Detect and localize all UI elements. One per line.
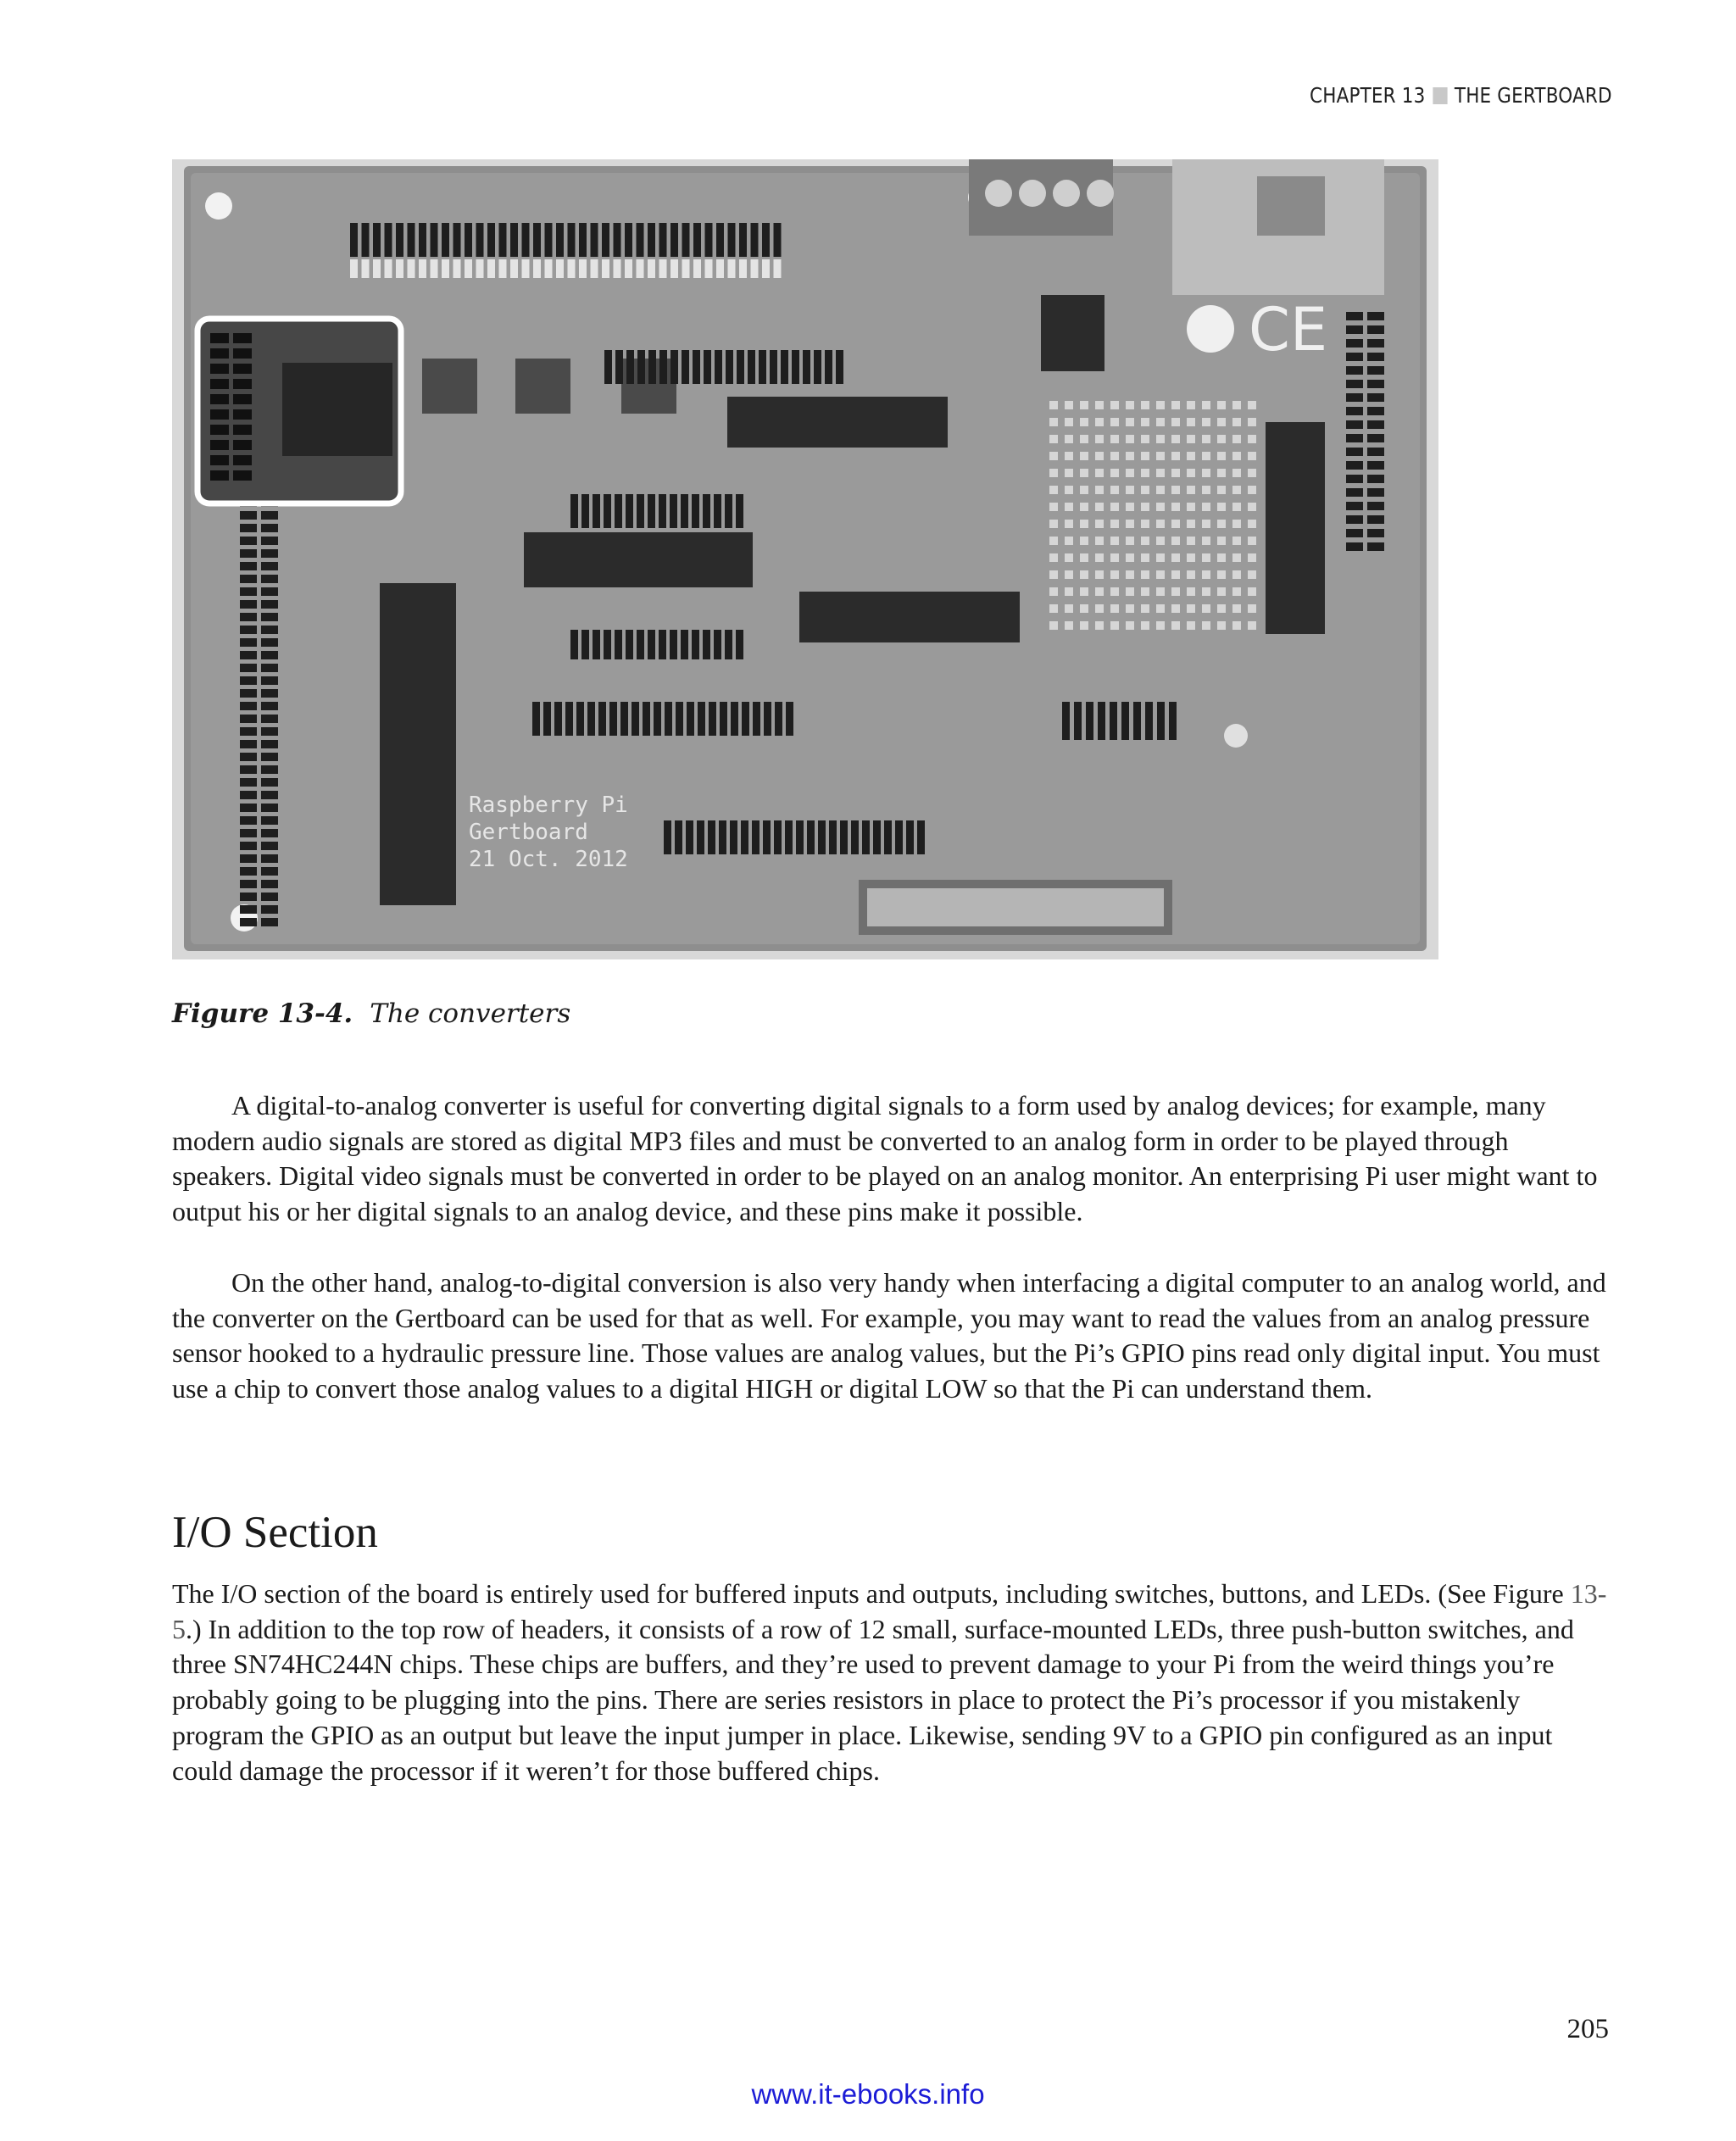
paragraph-dac xyxy=(172,1088,1609,1230)
paragraph-text xyxy=(172,1577,1609,1788)
figure-gertboard-photo xyxy=(172,159,1438,959)
paragraph-adc xyxy=(172,1265,1609,1407)
gertboard-image xyxy=(172,159,1438,959)
figure-label: Figure 13-4. xyxy=(172,998,353,1029)
footer-website-link[interactable]: www.it-ebooks.info xyxy=(751,2078,985,2110)
paragraph-part: .) In addition to the top row of headers, it consists of a row of 12 small, surface-mounted LEDs, three push-button switches, and three SN74HC244N chips. These chips are buffers, and they’re used to prevent damage to your Pi from the weird things you’re probably going to be plugging into the pins. There are series resistors in place to protect the Pi’s processor if you mistakenly program the GPIO as an output but leave the input jumper in place. Likewise, sending 9V to a GPIO pin configured as an input could damage the processor if it weren’t for those buffered chips. xyxy=(172,1613,1574,1786)
running-head xyxy=(1310,83,1612,108)
page-number: 205 xyxy=(1566,2014,1609,2044)
board-silkscreen-line: Raspberry Pi xyxy=(469,792,628,818)
chapter-title: THE GERTBOARD xyxy=(1455,83,1612,108)
separator-square xyxy=(1433,87,1447,104)
figure-caption-text: The converters xyxy=(370,998,571,1029)
chapter-label: CHAPTER 13 xyxy=(1310,83,1426,108)
paragraph-text: On the other hand, analog-to-digital conversion is also very handy when interfacing a digital computer to an analog world, and the converter on the Gertboard can be used for that as well. For example, you may want to read the values from an analog pressure sensor hooked to a hydraulic pressure line. Those values are analog values, but the Pi’s GPIO pins read only digital input. You must use a chip to convert those analog values to a digital HIGH or digital LOW so that the Pi can understand them. xyxy=(172,1267,1606,1404)
paragraph-text: A digital-to-analog converter is useful for converting digital signals to a form used by analog devices; for example, many modern audio signals are stored as digital MP3 files and must be converted to an analog form in order to be played through speakers. Digital video signals must be converted in order to be played on an analog monitor. An enterprising Pi user might want to output his or her digital signals to an analog device, and these pins make it possible. xyxy=(172,1090,1598,1227)
paragraph-io-section xyxy=(172,1577,1609,1788)
figure-caption xyxy=(172,998,570,1029)
svg-text:CE: CE xyxy=(1249,295,1328,364)
paragraph-part: The I/O section of the board is entirely used for buffered inputs and outputs, including switches, buttons, and LEDs. (See Figure xyxy=(172,1578,1571,1609)
section-heading: I/O Section xyxy=(172,1508,378,1557)
board-silkscreen-line: Gertboard xyxy=(469,820,588,845)
board-silkscreen-line: 21 Oct. 2012 xyxy=(469,847,628,872)
figure-reference-link[interactable]: 13-5 xyxy=(172,1578,1607,1644)
